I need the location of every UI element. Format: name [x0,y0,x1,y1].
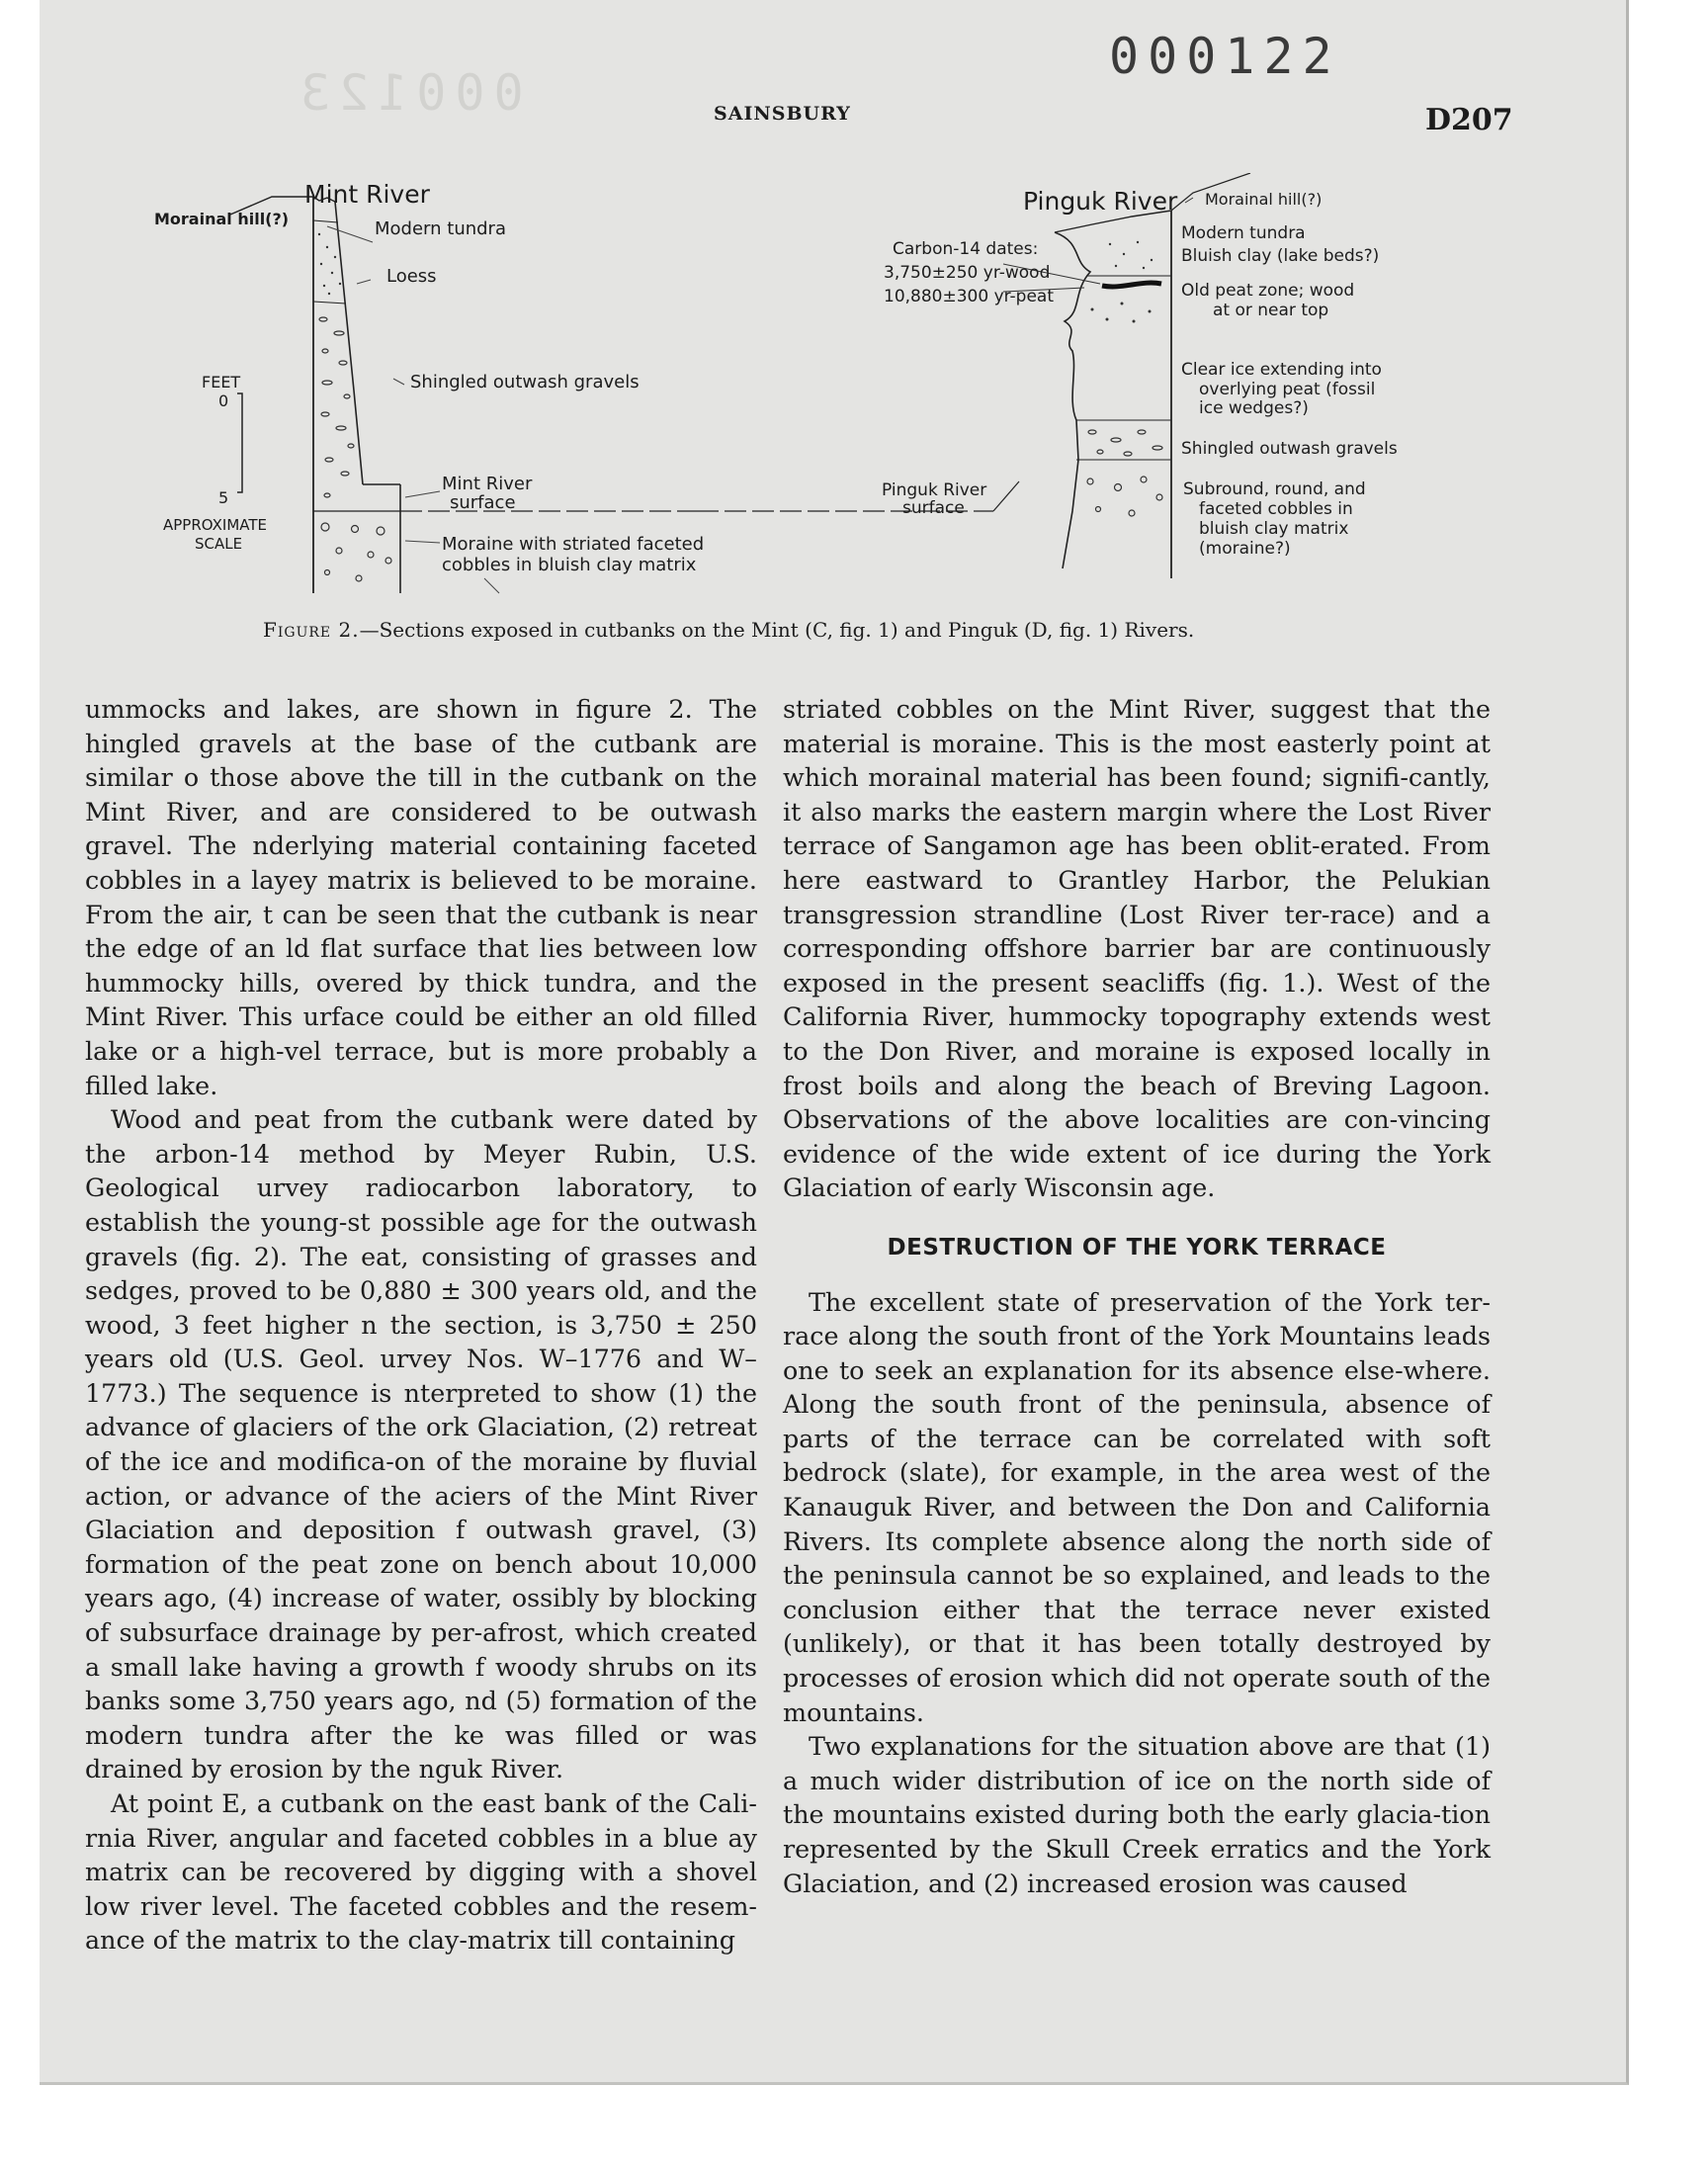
pinguk-cobbles-label-4: (moraine?) [1199,539,1291,559]
mint-moraine-label-1: Moraine with striated faceted [442,534,705,555]
pinguk-title: Pinguk River [1023,187,1178,216]
pinguk-peat-label-2: at or near top [1213,301,1329,320]
pinguk-surface-label-1: Pinguk River [882,480,987,500]
mint-surface-label-1: Mint River [442,474,533,494]
right-paragraph-1: striated cobbles on the Mint River, suggest that the material is moraine. This is the most easterly point at which morainal material has been found; signifi-cantly, it also marks the eastern margin where the Lost River terrace of Sangamon age has been oblit-erated. From here eastward to Grantley Harbor, the Pelukian transgression strandline (Lost River ter-race) and a corresponding offshore barrier bar are continuously exposed in the present seacliffs (fig. 1.). West of the California River, hummocky topography extends west to the Don River, and moraine is exposed locally in frost boils and along the beach of Breving Lagoon. Observations of the above localities are con-vincing evidence of the wide extent of ice during the York Glaciation of early Wisconsin age. [783,694,1491,1203]
pinguk-cobbles-label-1: Subround, round, and [1183,479,1366,499]
scale-label-1: APPROXIMATE [163,516,267,534]
document-page [40,0,1629,2085]
mint-title: Mint River [304,180,430,209]
figure-caption [263,618,1400,642]
pinguk-ice-label-1: Clear ice extending into [1181,360,1382,380]
scale-feet-label: FEET [202,373,241,392]
page-number: D207 [1425,103,1513,137]
pinguk-ice-label-2: overlying peat (fossil [1199,380,1376,399]
approximate-scale [163,373,267,553]
c14-wood-date: 3,750±250 yr-wood [884,263,1051,283]
left-paragraph-2: Wood and peat from the cutbank were dated by the arbon-14 method by Meyer Rubin, U.S. Geological urvey radiocarbon laboratory, to establish the young-st possible age for the outwash gravels (fig. 2). The eat, consisting of grasses and sedges, proved to be 0,880 ± 300 years old, and the wood, 3 feet higher n the section, is 3,750 ± 250 years old (U.S. Geol. urvey Nos. W–1776 and W–1773.) The sequence is nterpreted to show (1) the advance of glaciers of the ork Glaciation, (2) retreat of the ice and modifica-on of the moraine by fluvial action, or advance of the aciers of the Mint River Glaciation and deposition f outwash gravel, (3) formation of the peat zone on bench about 10,000 years ago, (4) increase of water, ossibly by blocking of subsurface drainage by per-afrost, which created a small lake having a growth f woody shrubs on its banks some 3,750 years ago, nd (5) formation of the modern tundra after the ke was filled or was drained by erosion by the nguk River. [85,1104,757,1784]
figure-2-cutbank-sections [143,173,1468,608]
right-text-column [783,692,1491,1900]
left-text-column [85,692,757,1958]
section-heading: DESTRUCTION OF THE YORK TERRACE [887,1234,1387,1261]
c14-peat-date: 10,880±300 yr-peat [884,287,1055,306]
pinguk-morainal-hill-label: Morainal hill(?) [1205,190,1323,209]
right-paragraph-2: The excellent state of preservation of the York ter-race along the south front of the York Mountains leads one to seek an explanation for its absence else-where. Along the south front of the peninsula, absence of parts of the terrace can be correlated with soft bedrock (slate), for example, in the area west of the Kanauguk River, and between the Don and California Rivers. Its complete absence along the north side of the peninsula cannot be so explained, and leads to the conclusion either that the terrace never existed (unlikely), or that it has been totally destroyed by processes of erosion which did not operate south of the mountains. [783,1286,1491,1727]
pinguk-cobbles-label-3: bluish clay matrix [1199,519,1349,539]
pinguk-cobbles-label-2: faceted cobbles in [1199,499,1353,519]
figure-caption-label: Figure 2. [263,618,360,642]
pinguk-modern-tundra-label: Modern tundra [1181,223,1306,243]
mint-surface-label-2: surface [450,492,516,513]
c14-dates-title: Carbon-14 dates: [893,239,1039,259]
left-paragraph-1: ummocks and lakes, are shown in figure 2. The hingled gravels at the base of the cutbank are similar o those above the till in the cutbank on the Mint River, and are considered to be outwash gravel. The nderlying material containing faceted cobbles in a layey matrix is believed to be moraine. From the air, t can be seen that the cutbank is near the edge of an ld flat surface that lies between low hummocky hills, overed by thick tundra, and the Mint River. This urface could be either an old filled lake or a high-vel terrace, but is more probably a filled lake. [85,694,757,1100]
pinguk-river-section [697,173,1398,578]
scale-zero-label: 0 [218,392,229,410]
pinguk-ice-label-3: ice wedges?) [1199,398,1309,418]
pinguk-bluish-clay-label: Bluish clay (lake beds?) [1181,246,1380,266]
mint-gravels-label: Shingled outwash gravels [410,372,640,392]
pinguk-surface-label-2: surface [902,498,965,518]
left-paragraph-3: At point E, a cutbank on the east bank of the Cali-rnia River, angular and faceted cobbles in a blue ay matrix can be recovered by digging with a shovel low river level. The faceted cobbles and the resem-ance of the matrix to the clay-matrix till containing [85,1788,757,1956]
bleed-through-stamp: 000123 [292,64,524,122]
mint-moraine-label-2: cobbles in bluish clay matrix [442,555,697,575]
mint-modern-tundra-label: Modern tundra [375,218,506,239]
pinguk-peat-label-1: Old peat zone; wood [1181,281,1355,301]
page-stamp-number: 000122 [1109,28,1341,85]
running-head: SAINSBURY [714,103,851,125]
mint-loess-label: Loess [386,266,437,287]
right-paragraph-3: Two explanations for the situation above are that (1) a much wider distribution of ice on the north side of the mountains existed during both the early glacia-tion represented by the Skull Creek erratics and the York Glaciation, and (2) increased erosion was caused [783,1731,1491,1898]
mint-morainal-hill-label: Morainal hill(?) [154,210,290,228]
scale-label-2: SCALE [195,535,243,553]
scale-five-label: 5 [218,488,229,507]
pinguk-gravels-label: Shingled outwash gravels [1181,439,1398,459]
figure-caption-text: —Sections exposed in cutbanks on the Mint (C, fig. 1) and Pinguk (D, fig. 1) Rivers. [359,618,1195,642]
